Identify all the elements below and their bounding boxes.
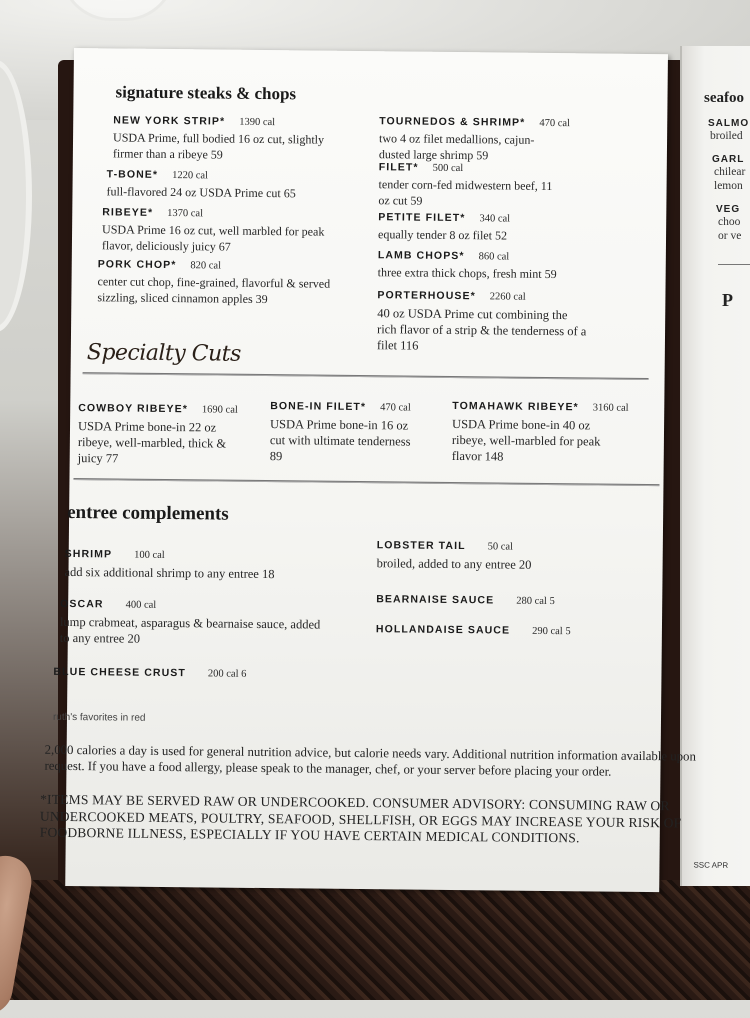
item-name: RIBEYE* <box>102 206 154 219</box>
next-page-desc: lemon <box>714 180 743 192</box>
item-name: BLUE CHEESE CRUST <box>53 665 186 680</box>
page-code: SSC APR <box>693 860 729 870</box>
item-description: add six additional shrimp to any entree 18 <box>64 564 275 582</box>
menu-item-petite-filet <box>378 207 588 245</box>
favorites-note: ruth's favorites in red <box>52 711 146 724</box>
item-description: 40 oz USDA Prime cut combining the rich flavor of a strip & the tenderness of a filet 116 <box>376 306 587 353</box>
item-calories: 860 cal <box>478 251 510 263</box>
item-description: three extra thick chops, fresh mint 59 <box>377 265 557 282</box>
signature-section-title: signature steaks & chops <box>115 82 297 104</box>
item-name: PORTERHOUSE* <box>377 289 476 303</box>
menu-item-new-york-strip <box>113 110 346 163</box>
complement-oscar <box>60 594 331 649</box>
item-calories: 400 cal <box>125 599 157 611</box>
item-calories: 100 cal <box>134 549 165 561</box>
item-description: lump crabmeat, asparagus & bearnaise sauce, added to any entree 20 <box>59 614 321 646</box>
item-calories: 470 cal <box>539 117 571 130</box>
calorie-note: 2,000 calories a day is used for general nutrition advice, but calorie needs vary. Additional nutrition information available upon request. If you have a food allergy, please speak to the manager, chef, or your server before placing your order. <box>44 742 696 779</box>
item-name: COWBOY RIBEYE* <box>78 402 189 416</box>
item-description: two 4 oz filet medallions, cajun-dusted large shrimp 59 <box>378 131 535 162</box>
item-calories: 1390 cal <box>239 116 276 129</box>
menu-item-cowboy-ribeye <box>78 398 239 468</box>
complement-shrimp <box>64 544 334 583</box>
menu-item-filet <box>378 157 565 210</box>
item-name: TOURNEDOS & SHRIMP* <box>379 115 526 129</box>
item-calories: 50 cal <box>487 541 514 553</box>
menu-item-pork-chop <box>97 254 338 308</box>
item-name: LOBSTER TAIL <box>376 539 466 553</box>
item-calories: 1370 cal <box>167 207 204 220</box>
next-page-rule <box>718 264 750 265</box>
next-page-desc: chilear <box>714 166 746 178</box>
item-description: USDA Prime, full bodied 16 oz cut, slightly firmer than a ribeye 59 <box>112 130 325 162</box>
item-description: tender corn-fed midwestern beef, 11 oz cut 59 <box>378 177 553 208</box>
next-page-item: GARL <box>712 154 745 165</box>
item-description: equally tender 8 oz filet 52 <box>377 227 508 243</box>
item-description: USDA Prime bone-in 16 oz cut with ultimate tenderness 89 <box>269 417 411 464</box>
item-name: T-BONE* <box>106 168 159 181</box>
item-name: BEARNAISE SAUCE <box>376 593 495 607</box>
item-name: FILET* <box>378 161 419 174</box>
item-description: full-flavored 24 oz USDA Prime cut 65 <box>106 184 296 201</box>
item-description: broiled, added to any entree 20 <box>376 556 532 572</box>
item-calories: 280 cal 5 <box>516 595 555 608</box>
specialty-top-rule <box>83 372 649 380</box>
complement-hollandaise-sauce <box>376 619 571 639</box>
menu-item-t-bone <box>106 164 346 202</box>
menu-item-ribeye <box>102 202 329 255</box>
item-calories: 2260 cal <box>489 291 526 303</box>
next-page-item: VEG <box>716 204 741 215</box>
complements-section-title: entree complements <box>67 501 229 525</box>
item-calories: 290 cal 5 <box>532 625 571 638</box>
next-page-item: SALMO <box>708 118 750 129</box>
item-name: NEW YORK STRIP* <box>113 114 226 128</box>
item-name: TOMAHAWK RIBEYE* <box>452 399 579 414</box>
item-calories: 1690 cal <box>201 404 238 416</box>
specialty-bottom-rule <box>73 478 659 486</box>
menu-item-tournedos-shrimp <box>379 111 570 164</box>
item-calories: 820 cal <box>190 260 222 272</box>
item-description: USDA Prime bone-in 40 oz ribeye, well-marbled for peak flavor 148 <box>451 416 601 464</box>
menu-item-porterhouse <box>377 285 590 355</box>
next-page-desc: or ve <box>718 230 742 242</box>
next-page-desc: broiled <box>710 130 743 142</box>
item-name: SHRIMP <box>64 547 113 561</box>
item-description: center cut chop, fine-grained, flavorful & served sizzling, sliced cinnamon apples 39 <box>97 274 331 306</box>
next-page-letter: P <box>722 290 733 310</box>
item-calories: 200 cal 6 <box>207 668 247 680</box>
item-name: PETITE FILET* <box>378 211 466 225</box>
item-calories: 500 cal <box>432 162 464 175</box>
item-description: USDA Prime bone-in 22 oz ribeye, well-marbled, thick & juicy 77 <box>77 419 227 466</box>
item-name: BONE-IN FILET* <box>270 400 367 414</box>
complement-bearnaise-sauce <box>376 589 555 609</box>
specialty-section-title: Specialty Cuts <box>86 340 242 367</box>
item-calories: 3160 cal <box>592 402 629 414</box>
item-name: PORK CHOP* <box>97 258 177 272</box>
item-name: HOLLANDAISE SAUCE <box>375 623 511 637</box>
menu-item-tomahawk-ribeye <box>452 396 629 466</box>
carpet-background <box>0 880 750 1000</box>
item-name: OSCAR <box>60 597 104 611</box>
item-calories: 470 cal <box>380 402 411 414</box>
menu-item-bone-in-filet <box>270 396 417 466</box>
item-description: USDA Prime 16 oz cut, well marbled for peak flavor, deliciously juicy 67 <box>101 222 325 254</box>
item-name: LAMB CHOPS* <box>377 249 465 263</box>
menu-item-lamb-chops <box>378 245 608 283</box>
complement-blue-cheese-crust <box>53 662 246 682</box>
next-page-title: seafoo <box>704 90 744 106</box>
consumer-advisory: *ITEMS MAY BE SERVED RAW OR UNDERCOOKED. CONSUMER ADVISORY: CONSUMING RAW OR UNDERCOOKED MEATS, POULTRY, SEAFOOD, SHELLFISH, OR EGGS MAY INCREASE YOUR RISK OF FOODBORNE ILLNESS, ESPECIALLY IF YOU HAVE CERTAIN MEDICAL CONDITIONS. <box>39 791 682 846</box>
complement-lobster-tail <box>377 535 607 573</box>
next-page-desc: choo <box>718 216 741 228</box>
item-calories: 1220 cal <box>172 170 209 182</box>
item-calories: 340 cal <box>479 213 511 225</box>
